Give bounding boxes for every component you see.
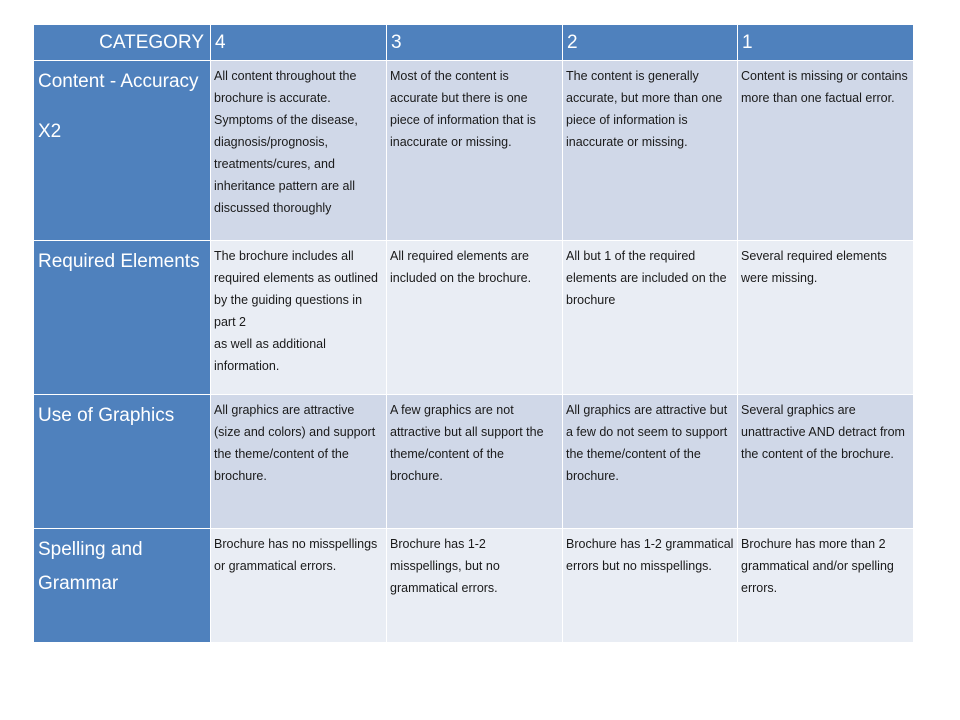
level-header-2: 2: [563, 25, 738, 61]
category-label: Use of Graphics: [38, 405, 175, 426]
rubric-cell: Several required elements were missing.: [738, 241, 914, 395]
rubric-cell: Several graphics are unattractive AND detract from the content of the brochure.: [738, 395, 914, 529]
table-row: [34, 241, 914, 395]
rubric-cell: A few graphics are not attractive but all support the theme/content of the brochure.: [387, 395, 563, 529]
row-category-cell: [34, 395, 211, 529]
category-header: CATEGORY: [34, 25, 211, 61]
rubric-cell: [211, 241, 387, 395]
table-row: [34, 61, 914, 241]
category-label: Required Elements: [38, 251, 200, 272]
rubric-cell: Content is missing or contains more than one factual error.: [738, 61, 914, 241]
rubric-cell: The content is generally accurate, but more than one piece of information is inaccurate or missing.: [563, 61, 738, 241]
rubric-cell: Brochure has 1-2 grammatical errors but no misspellings.: [563, 529, 738, 643]
rubric-cell: All required elements are included on the brochure.: [387, 241, 563, 395]
row-category-cell: [34, 529, 211, 643]
rubric-cell: All graphics are attractive but a few do not seem to support the theme/content of the brochure.: [563, 395, 738, 529]
row-category-cell: [34, 241, 211, 395]
rubric-cell-text: The brochure includes all required elements as outlined by the guiding questions in part 2: [214, 249, 378, 329]
multiplier-label: X2: [38, 121, 62, 142]
header-row: [34, 25, 914, 61]
rubric-cell-text-extra: as well as additional information.: [214, 337, 326, 373]
rubric-cell: All graphics are attractive (size and colors) and support the theme/content of the brochure.: [211, 395, 387, 529]
rubric-cell: Brochure has 1-2 misspellings, but no grammatical errors.: [387, 529, 563, 643]
rubric-cell: Brochure has more than 2 grammatical and/or spelling errors.: [738, 529, 914, 643]
category-label: Content - Accuracy: [38, 71, 199, 92]
rubric-cell: All content throughout the brochure is accurate. Symptoms of the disease, diagnosis/prognosis, treatments/cures, and inheritance pattern are all discussed thoroughly: [211, 61, 387, 241]
level-header-4: 4: [211, 25, 387, 61]
rubric-cell: Most of the content is accurate but there is one piece of information that is inaccurate or missing.: [387, 61, 563, 241]
rubric-cell: Brochure has no misspellings or grammatical errors.: [211, 529, 387, 643]
row-category-cell: [34, 61, 211, 241]
table-row: [34, 529, 914, 643]
category-label: Spelling and Grammar: [38, 539, 143, 594]
level-header-3: 3: [387, 25, 563, 61]
table-row: [34, 395, 914, 529]
rubric-cell: All but 1 of the required elements are included on the brochure: [563, 241, 738, 395]
level-header-1: 1: [738, 25, 914, 61]
rubric-table: [33, 24, 914, 643]
